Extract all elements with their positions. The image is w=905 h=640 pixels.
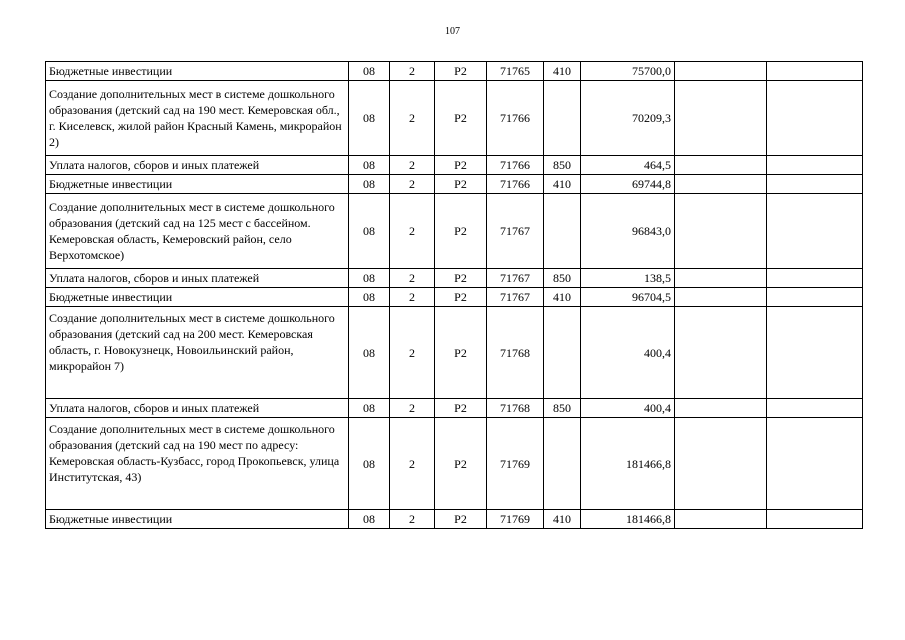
row-sum: 464,5 [581, 156, 675, 175]
row-sum: 96704,5 [581, 288, 675, 307]
row-expense-type: 850 [544, 156, 581, 175]
row-direction: 71769 [487, 418, 544, 510]
row-expense-type [544, 418, 581, 510]
row-direction: 71766 [487, 81, 544, 156]
row-extra-2 [767, 418, 863, 510]
row-extra-2 [767, 175, 863, 194]
table-row [46, 81, 863, 156]
row-extra-1 [675, 175, 767, 194]
row-direction: 71766 [487, 156, 544, 175]
row-name: Бюджетные инвестиции [46, 288, 349, 307]
row-extra-1 [675, 194, 767, 269]
row-section: 08 [349, 175, 390, 194]
table-row [46, 156, 863, 175]
row-program: Р2 [435, 399, 487, 418]
row-section: 08 [349, 399, 390, 418]
row-subsection: 2 [390, 510, 435, 529]
row-extra-2 [767, 81, 863, 156]
row-name: Создание дополнительных мест в системе дошкольного образования (детский сад на 190 мест по адресу: Кемеровская область-Кузбасс, город Прокопьевск, улица Институтская, 43) [46, 418, 349, 510]
row-subsection: 2 [390, 399, 435, 418]
row-extra-1 [675, 62, 767, 81]
table-row [46, 269, 863, 288]
row-section: 08 [349, 288, 390, 307]
row-extra-2 [767, 269, 863, 288]
row-extra-1 [675, 269, 767, 288]
row-subsection: 2 [390, 269, 435, 288]
row-name: Бюджетные инвестиции [46, 62, 349, 81]
row-name: Создание дополнительных мест в системе дошкольного образования (детский сад на 200 мест. Кемеровская область, г. Новокузнецк, Новоильинский район, микрорайон 7) [46, 307, 349, 399]
budget-table [45, 61, 863, 529]
row-sum: 138,5 [581, 269, 675, 288]
row-section: 08 [349, 81, 390, 156]
row-subsection: 2 [390, 418, 435, 510]
row-extra-2 [767, 510, 863, 529]
row-section: 08 [349, 307, 390, 399]
table-row [46, 510, 863, 529]
row-extra-2 [767, 288, 863, 307]
row-expense-type [544, 307, 581, 399]
row-direction: 71767 [487, 269, 544, 288]
row-direction: 71767 [487, 194, 544, 269]
table-row [46, 288, 863, 307]
row-sum: 181466,8 [581, 418, 675, 510]
row-direction: 71766 [487, 175, 544, 194]
row-direction: 71769 [487, 510, 544, 529]
table-row [46, 418, 863, 510]
row-expense-type: 410 [544, 288, 581, 307]
row-direction: 71768 [487, 307, 544, 399]
row-expense-type: 410 [544, 175, 581, 194]
row-name: Создание дополнительных мест в системе дошкольного образования (детский сад на 190 мест. Кемеровская обл., г. Киселевск, жилой район Красный Камень, микрорайон 2) [46, 81, 349, 156]
row-program: Р2 [435, 288, 487, 307]
table-row [46, 62, 863, 81]
row-section: 08 [349, 194, 390, 269]
row-extra-1 [675, 307, 767, 399]
row-program: Р2 [435, 62, 487, 81]
table-row [46, 175, 863, 194]
row-subsection: 2 [390, 288, 435, 307]
row-expense-type [544, 194, 581, 269]
row-extra-2 [767, 194, 863, 269]
row-name: Уплата налогов, сборов и иных платежей [46, 269, 349, 288]
row-expense-type [544, 81, 581, 156]
row-extra-1 [675, 156, 767, 175]
row-section: 08 [349, 62, 390, 81]
row-subsection: 2 [390, 194, 435, 269]
row-direction: 71767 [487, 288, 544, 307]
row-expense-type: 850 [544, 269, 581, 288]
row-extra-1 [675, 399, 767, 418]
row-extra-2 [767, 156, 863, 175]
table-row [46, 399, 863, 418]
row-extra-2 [767, 399, 863, 418]
row-subsection: 2 [390, 156, 435, 175]
row-expense-type: 410 [544, 510, 581, 529]
row-section: 08 [349, 418, 390, 510]
row-program: Р2 [435, 307, 487, 399]
row-sum: 75700,0 [581, 62, 675, 81]
table-row [46, 194, 863, 269]
row-subsection: 2 [390, 307, 435, 399]
row-name: Уплата налогов, сборов и иных платежей [46, 156, 349, 175]
row-sum: 400,4 [581, 307, 675, 399]
row-name: Уплата налогов, сборов и иных платежей [46, 399, 349, 418]
row-direction: 71765 [487, 62, 544, 81]
row-extra-1 [675, 288, 767, 307]
table-row [46, 307, 863, 399]
row-program: Р2 [435, 81, 487, 156]
row-direction: 71768 [487, 399, 544, 418]
row-program: Р2 [435, 156, 487, 175]
row-sum: 70209,3 [581, 81, 675, 156]
row-sum: 181466,8 [581, 510, 675, 529]
row-program: Р2 [435, 194, 487, 269]
row-section: 08 [349, 156, 390, 175]
row-sum: 400,4 [581, 399, 675, 418]
row-name: Создание дополнительных мест в системе дошкольного образования (детский сад на 125 мест с бассейном. Кемеровская область, Кемеровский район, село Верхотомское) [46, 194, 349, 269]
row-section: 08 [349, 510, 390, 529]
row-name: Бюджетные инвестиции [46, 175, 349, 194]
page-number: 107 [445, 26, 460, 37]
row-name: Бюджетные инвестиции [46, 510, 349, 529]
row-subsection: 2 [390, 81, 435, 156]
row-sum: 69744,8 [581, 175, 675, 194]
row-extra-1 [675, 510, 767, 529]
row-extra-1 [675, 81, 767, 156]
row-extra-2 [767, 307, 863, 399]
row-program: Р2 [435, 418, 487, 510]
row-extra-2 [767, 62, 863, 81]
row-expense-type: 850 [544, 399, 581, 418]
row-program: Р2 [435, 175, 487, 194]
row-program: Р2 [435, 269, 487, 288]
row-subsection: 2 [390, 175, 435, 194]
row-section: 08 [349, 269, 390, 288]
row-expense-type: 410 [544, 62, 581, 81]
row-subsection: 2 [390, 62, 435, 81]
row-program: Р2 [435, 510, 487, 529]
row-sum: 96843,0 [581, 194, 675, 269]
row-extra-1 [675, 418, 767, 510]
